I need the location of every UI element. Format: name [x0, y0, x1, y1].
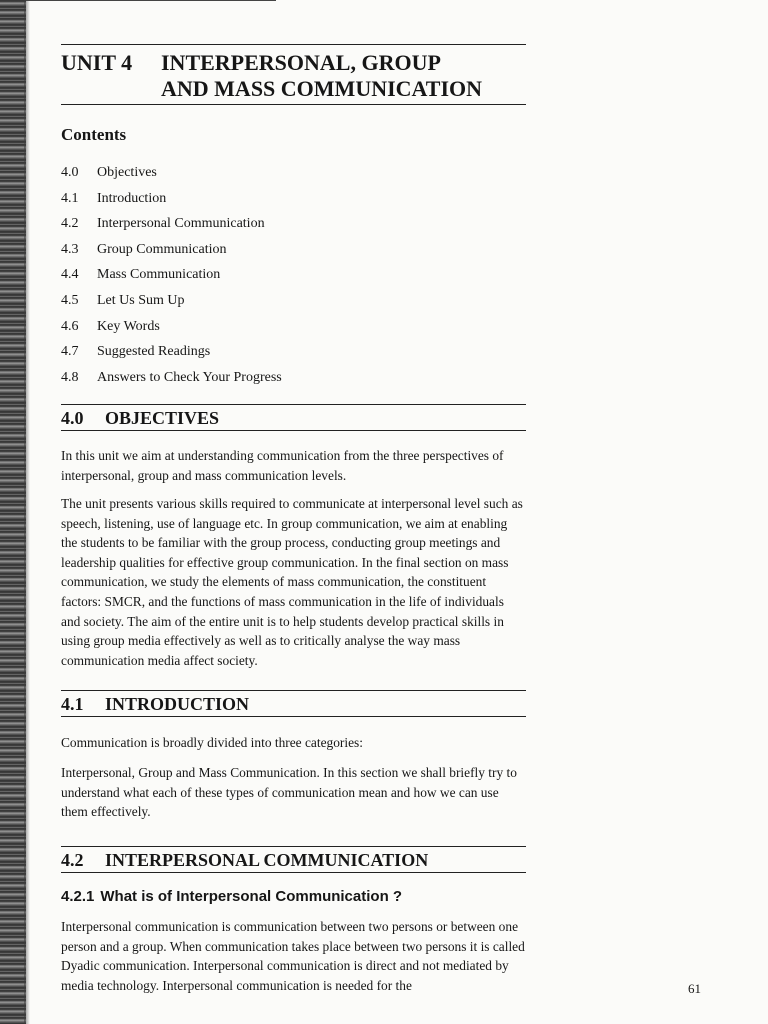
- section-title-text: INTRODUCTION: [105, 694, 250, 714]
- section-rule-bottom: [61, 430, 526, 431]
- toc-label: Introduction: [97, 190, 167, 206]
- toc-item-key-words[interactable]: [61, 314, 526, 340]
- subsection-title: What is of Interpersonal Communication ?: [100, 888, 403, 905]
- header-rule-bottom: [61, 104, 526, 105]
- toc-label: Interpersonal Communication: [97, 216, 265, 232]
- section-number: 4.2: [61, 850, 84, 870]
- toc-item-group[interactable]: [61, 237, 526, 263]
- toc-number: 4.2: [61, 216, 79, 232]
- page-number: 61: [688, 981, 701, 996]
- interpersonal-paragraph-1: Interpersonal communication is communication between two persons or between one person and a group. When communication takes place between two persons it is called Dyadic communication. Interpersonal communication is direct and not mediated by media technology. Interpersonal communication is needed for the: [61, 919, 525, 993]
- toc-item-answers[interactable]: [61, 365, 526, 391]
- toc-item-readings[interactable]: [61, 339, 526, 365]
- toc-label: Key Words: [97, 318, 160, 334]
- contents-heading: Contents: [61, 125, 127, 144]
- toc-number: 4.1: [61, 190, 79, 206]
- unit-number: UNIT 4: [61, 50, 133, 75]
- toc-number: 4.5: [61, 292, 79, 308]
- toc-item-objectives[interactable]: [61, 160, 526, 186]
- toc-number: 4.6: [61, 318, 79, 334]
- section-rule-bottom: [61, 716, 526, 717]
- section-heading-interpersonal: [61, 846, 526, 873]
- introduction-paragraph-1: Communication is broadly divided into three categories:: [61, 735, 363, 750]
- unit-title-line-1: INTERPERSONAL, GROUP: [161, 50, 441, 75]
- subsection-heading: [61, 888, 402, 905]
- toc-label: Suggested Readings: [97, 344, 211, 360]
- section-heading-introduction: [61, 690, 526, 717]
- section-title-text: INTERPERSONAL COMMUNICATION: [105, 850, 429, 870]
- toc-label: Let Us Sum Up: [97, 292, 185, 308]
- section-title: [61, 691, 526, 716]
- toc-label: Objectives: [97, 165, 157, 180]
- section-heading-objectives: [61, 404, 526, 431]
- toc-number: 4.3: [61, 241, 79, 257]
- section-number: 4.1: [61, 694, 84, 714]
- unit-title: [161, 50, 526, 102]
- toc-label: Mass Communication: [97, 267, 221, 283]
- section-number: 4.0: [61, 408, 84, 428]
- subsection-number: 4.2.1: [61, 888, 95, 905]
- table-of-contents: [61, 160, 526, 390]
- toc-item-sum-up[interactable]: [61, 288, 526, 314]
- toc-item-mass[interactable]: [61, 262, 526, 288]
- binding-edge-shading: [24, 0, 30, 1024]
- toc-number: 4.4: [61, 267, 79, 283]
- section-rule-bottom: [61, 872, 526, 873]
- introduction-paragraph-2: Interpersonal, Group and Mass Communication. In this section we shall briefly try to understand what each of these types of communication mean and how we can use them effectively.: [61, 765, 517, 820]
- section-title: [61, 405, 526, 430]
- objectives-paragraph-1: In this unit we aim at understanding communication from the three perspectives of interpersonal, group and mass communication levels.: [61, 448, 504, 483]
- objectives-paragraph-2: The unit presents various skills required to communicate at interpersonal level such as speech, listening, use of language etc. In group communication, we aim at enabling the students to be familiar with the group process, conducting group meetings and leadership qualities for effective group communication. In the final section on mass communication, we study the elements of mass communication, the constituent factors: SMCR, and the functions of mass communication in the life of individuals and society. The aim of the entire unit is to help students develop practical skills in using group media effectively as well as to critically analyse the way mass communication media affect society.: [61, 496, 523, 668]
- toc-number: 4.7: [61, 344, 79, 360]
- header-rule-top: [61, 44, 526, 45]
- top-scan-line: [26, 0, 276, 1]
- section-title: [61, 847, 526, 872]
- toc-label: Answers to Check Your Progress: [97, 369, 282, 385]
- toc-number: 4.0: [61, 165, 79, 180]
- toc-item-interpersonal[interactable]: [61, 211, 526, 237]
- toc-label: Group Communication: [97, 241, 227, 257]
- unit-header: [61, 44, 526, 101]
- section-title-text: OBJECTIVES: [105, 408, 220, 428]
- unit-title-line-2: AND MASS COMMUNICATION: [161, 76, 483, 101]
- book-binding-shadow: [0, 0, 26, 1024]
- toc-number: 4.8: [61, 369, 79, 385]
- toc-item-introduction[interactable]: [61, 186, 526, 212]
